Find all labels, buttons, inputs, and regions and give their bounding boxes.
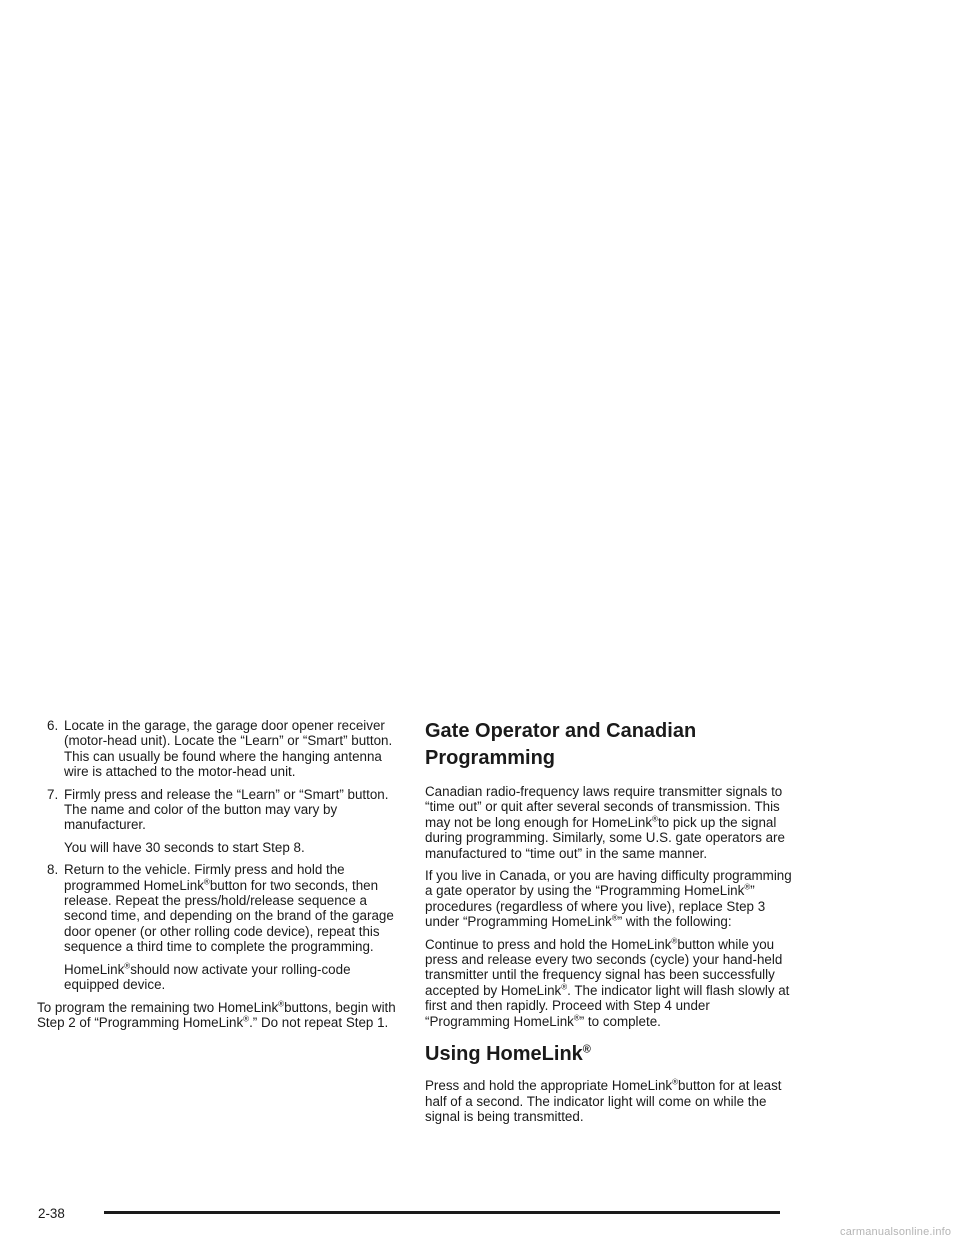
registered-mark: ® xyxy=(243,1014,250,1024)
step-text xyxy=(64,862,397,954)
registered-mark: ® xyxy=(582,1043,591,1056)
step-8-note xyxy=(37,962,397,993)
text-part: button for two seconds, then release. Repeat the press/hold/release sequence a second time, and depending on the brand of the garage door opener (or other rolling code device), repeat this sequence a third time to complete the programming. xyxy=(64,877,394,955)
heading-text: Using HomeLink xyxy=(425,1043,583,1066)
text-part: Press and hold the appropriate HomeLink xyxy=(425,1078,673,1094)
registered-mark: ® xyxy=(203,877,210,887)
text-part: To program the remaining two HomeLink xyxy=(37,999,279,1015)
step-number: 6. xyxy=(47,718,59,733)
watermark: carmanualsonline.info xyxy=(840,1226,952,1238)
text-part: buttons, begin with Step 2 of “Programming HomeLink xyxy=(37,999,396,1030)
registered-mark: ® xyxy=(744,882,751,892)
text-part: Return to the vehicle. Firmly press and hold the programmed HomeLink xyxy=(64,862,345,893)
registered-mark: ® xyxy=(561,982,568,992)
text-part: Canadian radio-frequency laws require transmitter signals to “time out” or quit after several seconds of transmission. This may not be long enough for HomeLink xyxy=(425,784,783,830)
right-column xyxy=(425,718,795,1131)
step-number: 7. xyxy=(47,786,59,802)
step-8 xyxy=(37,862,397,954)
text-part: Continue to press and hold the HomeLink xyxy=(425,936,672,952)
canadian-laws-paragraph xyxy=(425,784,795,861)
press-hold-paragraph xyxy=(425,1078,795,1124)
text-part: HomeLink xyxy=(64,961,125,977)
page-number: 2-38 xyxy=(38,1206,65,1221)
canada-difficulty-paragraph xyxy=(425,868,795,930)
section-heading-using-homelink xyxy=(425,1041,795,1068)
text-part: If you live in Canada, or you are having difficulty programming a gate operator by using the “Programming HomeLink xyxy=(425,868,792,899)
text-part: should now activate your rolling-code equipped device. xyxy=(64,961,351,993)
text-part: to pick up the signal during programming. Similarly, some U.S. gate operators are manufactured to “time out” in the same manner. xyxy=(425,814,785,861)
text-part: button for at least half of a second. The indicator light will come on while the signal is being transmitted. xyxy=(425,1078,782,1124)
text-part: ” with the following: xyxy=(617,914,732,930)
section-heading-gate-operator: Gate Operator and Canadian Programming xyxy=(425,720,697,769)
registered-mark: ® xyxy=(278,999,285,1009)
left-column xyxy=(37,718,397,1037)
step-number: 8. xyxy=(47,862,59,878)
registered-mark: ® xyxy=(652,814,658,824)
text-part: ” to complete. xyxy=(579,1013,661,1029)
text-part: ” procedures (regardless of where you live), replace Step 3 under “Programming HomeLink xyxy=(425,883,766,930)
step-7 xyxy=(37,787,397,833)
registered-mark: ® xyxy=(573,1013,580,1023)
continue-press-paragraph xyxy=(425,937,795,1029)
step-6 xyxy=(37,718,397,780)
step-text: Locate in the garage, the garage door opener receiver (motor-head unit). Locate the “Learn” or “Smart” button. This can usually be found where the hanging antenna wire is attached to the motor-head unit. xyxy=(64,718,393,780)
remaining-buttons-paragraph xyxy=(37,1000,397,1031)
text-part: button while you press and release every two seconds (cycle) your hand-held transmitter until the frequency signal has been successfully accepted by HomeLink xyxy=(425,936,783,998)
registered-mark: ® xyxy=(671,936,678,946)
text-part: . The indicator light will flash slowly at first and then rapidly. Proceed with Step 4 under “Programming HomeLink xyxy=(425,982,790,1029)
text-part: .” Do not repeat Step 1. xyxy=(249,1014,389,1030)
step-text: Firmly press and release the “Learn” or “Smart” button. The name and color of the button may vary by manufacturer. xyxy=(64,786,389,833)
registered-mark: ® xyxy=(124,961,131,971)
registered-mark: ® xyxy=(611,913,618,923)
step-7-note: You will have 30 seconds to start Step 8. xyxy=(64,839,305,855)
footer-rule xyxy=(104,1211,780,1214)
registered-mark: ® xyxy=(672,1077,679,1087)
